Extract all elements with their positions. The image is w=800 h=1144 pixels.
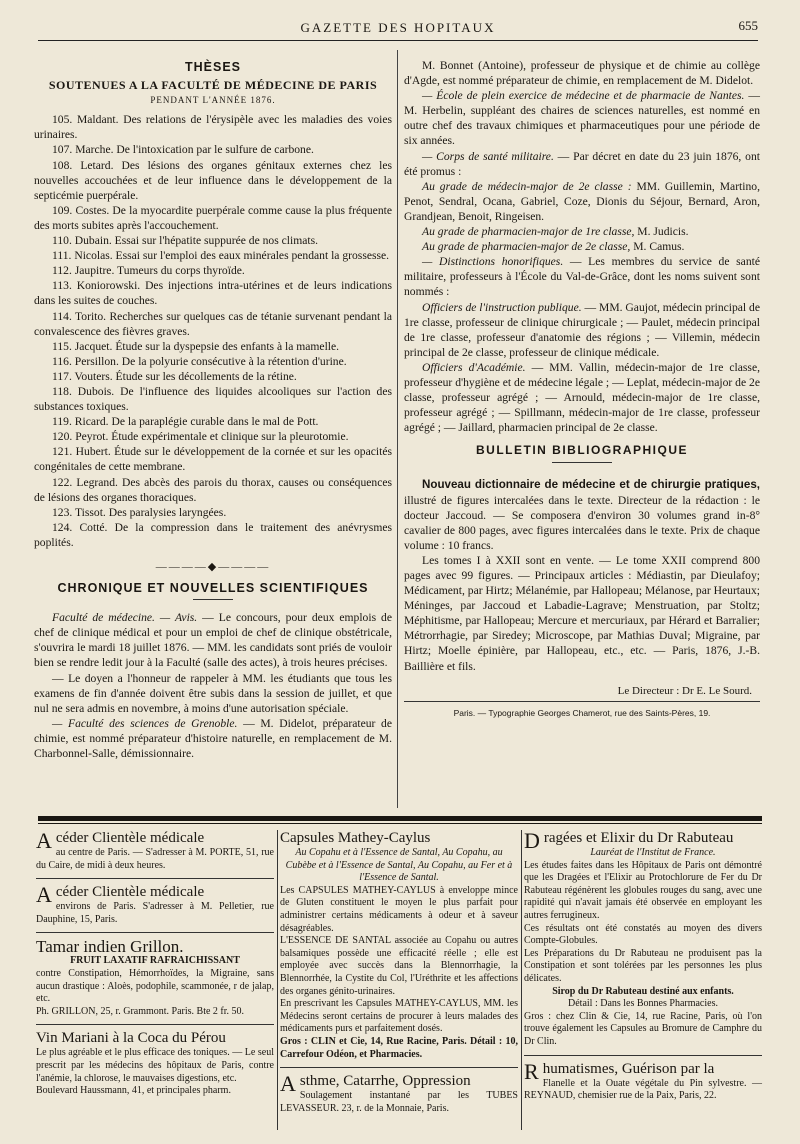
ad-divider: [280, 1067, 518, 1068]
news-text: — Les membres du service de santé militaire, professeurs à l'École du Val-de-Grâce, dont les noms suivent sont nommés :: [404, 255, 760, 299]
thesis-item: 111. Nicolas. Essai sur l'emploi des eaux minérales pendant la grossesse.: [52, 249, 390, 263]
ad-title: ragées et Elixir du Dr Rabuteau: [543, 830, 734, 846]
ads-separator-thick: [38, 816, 762, 821]
right-column: [404, 58, 760, 721]
page-header: [38, 18, 758, 41]
news-lead: Officiers de l'instruction publique.: [422, 300, 582, 314]
thesis-item: 109. Costes. De la myocardite puerpérale comme cause la plus fréquente des morts subites après l'accouchement.: [34, 203, 392, 232]
thesis-item: 122. Legrand. Des abcès des parois du thorax, causes ou conséquences de lésions des organes thoraciques.: [34, 475, 392, 504]
chronique-text: — Le concours, pour deux emplois de chef de clinique médical et pour un emploi de chef de clinique obstétricale, s'ouvrira le mardi 18 juillet 1876. — MM. les candidats sont priés de vouloir bien se rendre ledit jour à la Faculté (salle des actes), à trois heures précises.: [34, 611, 392, 670]
ad-text: L'ESSENCE DE SANTAL associée au Copahu ou autres balsamiques possède une efficacité réelle ; elle est employée avec succès dans la Blennorrhagie, la Blennorrhée, la Cystite du Col, l'Uréthrite et les affections des organes génito-urinaires.: [280, 935, 518, 997]
ad-text: contre Constipation, Hémorrhoïdes, la Migraine, sans aucun drastique : Aloès, podophile, scammonée, r de jalap, etc.: [36, 967, 274, 1005]
ad-text: au centre de Paris. — S'adresser à M. PORTE, 51, rue du Caire, de midi à deux heures.: [36, 847, 274, 871]
journal-title: GAZETTE DES HOPITAUX: [300, 20, 496, 35]
ads-separator-thin: [38, 823, 762, 824]
news-paragraph: [404, 239, 760, 254]
thesis-item: 105. Maldant. Des relations de l'érysipèle avec les maladies des voies urinaires.: [34, 113, 392, 142]
ad-subtitle: FRUIT LAXATIF RAFRAICHISSANT: [70, 955, 240, 967]
section-ornament: ————◆————: [155, 561, 271, 573]
ads-column-2: [280, 830, 518, 1130]
ad-title: Tamar indien Grillon.: [36, 937, 184, 957]
ad-title: Capsules Mathey-Caylus: [280, 830, 431, 846]
left-column: [34, 58, 392, 761]
theses-title: THÈSES: [184, 60, 241, 74]
column-divider: [397, 50, 398, 808]
thesis-item: 110. Dubain. Essai sur l'hépatite suppurée de nos climats.: [52, 234, 319, 248]
ad-asthme-levasseur: [280, 1073, 518, 1115]
ad-subtitle: Au Copahu et à l'Essence de Santal, Au Copahu, au Cubèbe et à l'Essence de Santal, Au Copahu, au Fer et à l'Essence de Santal.: [285, 847, 513, 884]
thesis-item: 118. Dubois. De l'influence des liquides alcooliques sur l'action des substances toxiques.: [34, 384, 392, 414]
chronique-lead: — Faculté des sciences de Grenoble.: [52, 716, 238, 730]
drop-cap: A: [36, 882, 52, 908]
theses-subtitle-year: PENDANT L'ANNÉE 1876.: [150, 95, 276, 106]
ad-text: Les Préparations du Dr Rabuteau ne produisent pas la Constipation et sont tolérées par les personnes les plus délicates.: [524, 947, 762, 984]
bulletin-book-title: Nouveau dictionnaire de médecine et de chirurgie pratiques,: [422, 478, 760, 492]
ad-text: Détail : Dans les Bonnes Pharmacies.: [568, 998, 718, 1010]
ad-clientele-environs: [36, 884, 274, 926]
news-text: — M. Herbelin, suppléant des chaires de sciences naturelles, est nommé en outre chef des travaux chimiques et pharmaceutiques pour une période de six années.: [404, 89, 760, 148]
printer-line: Paris. — Typographie Georges Chamerot, rue des Saints-Pères, 19.: [453, 707, 711, 718]
ad-text: En prescrivant les Capsules MATHEY-CAYLUS, MM. les Médecins seront certains de procurer à leurs malades des médicaments purs et parfaitement dosés.: [280, 998, 518, 1035]
chronique-text: — M. Didelot, préparateur de chimie, est nommé préparateur d'histoire naturelle, en remplacement de M. Charbonnel-Salle, démissionnaire.: [34, 716, 392, 761]
ad-text: Soulagement instantané par les TUBES LEVASSEUR. 23, r. de la Monnaie, Paris.: [280, 1090, 518, 1114]
ad-divider: [524, 1055, 762, 1056]
news-lead: — Distinctions honorifiques.: [422, 255, 564, 269]
ad-divider: [36, 1024, 274, 1025]
ad-text: Ces résultats ont été constatés au moyen des divers Compte-Globules.: [524, 922, 762, 947]
bulletin-paragraph: [404, 477, 760, 552]
ads-column-divider: [277, 830, 278, 1130]
news-lead: Au grade de pharmacien-major de 2e classe,: [422, 240, 631, 254]
page-number: 655: [738, 18, 758, 33]
ad-rhumatismes-reynaud: [524, 1058, 762, 1103]
ad-text: Les CAPSULES MATHEY-CAYLUS à enveloppe mince de Gluten constituent le moyen le plus parfait pour administrer certains médicaments à odeur et à saveur désagréables.: [280, 884, 518, 934]
news-paragraph: [404, 179, 760, 224]
bulletin-text: illustré de figures intercalées dans le texte. Directeur de la rédaction : le docteur Jaccoud. — Se composera d'environ 30 volumes grand in-8° cavalier de 800 pages, avec figures intercalées dans le texte. Prix de chaque volume : 10 francs.: [404, 493, 760, 552]
ads-column-divider: [521, 830, 522, 1130]
ad-dragees-rabuteau: [524, 830, 762, 1049]
ad-divider: [36, 932, 274, 933]
ad-capsules-mathey-caylus: [280, 830, 518, 1061]
news-paragraph: [404, 88, 760, 148]
ad-address: Boulevard Haussmann, 41, et principales pharm.: [36, 1085, 231, 1097]
printer-rule: [404, 701, 760, 702]
news-text: — MM. Gaujot, médecin principal de 1re classe, professeur de clinique chirurgicale ; — Paulet, médecin principal de 1re classe, professeur d'anatomie des régions ; — Villemin, médecin principal de 2e classe, professeur de clinique médicale.: [404, 300, 760, 359]
news-paragraph: M. Bonnet (Antoine), professeur de physique et de chimie au collège d'Agde, est nommé préparateur de chimie, en remplacement de M. Didelot.: [404, 59, 760, 88]
thesis-item: 116. Persillon. De la polyurie consécutive à la rétention d'urine.: [52, 354, 347, 368]
ad-text: environs de Paris. S'adresser à M. Pelletier, rue Dauphine, 15, Paris.: [36, 901, 274, 925]
drop-cap: A: [280, 1071, 296, 1097]
news-paragraph: [404, 300, 760, 360]
thesis-item: 112. Jaupitre. Tumeurs du corps thyroïde.: [52, 264, 245, 278]
news-lead: — École de plein exercice de médecine et de pharmacie de Nantes.: [422, 89, 745, 103]
ad-address: Gros : chez Clin & Cie, 14, rue Racine, Paris, où l'on trouve également les Capsules au Bromure de Camphre du Dr Clin.: [524, 1010, 762, 1047]
bulletin-paragraph: Les tomes I à XXII sont en vente. — Le tome XXII comprend 800 pages avec 99 figures. — Principaux articles : Médiastin, par Dieulafoy; Médicament, par Hirtz; Mélanémie, par Hallopeau; Mélanose, par Heurtaux; Méninges, par Jaccoud et Labadie-Lagrave; Menstruation, par Stoltz; Méphitisme, par Hallopeau; Mercure et mercuriaux, par Hérard et Barralier; Métrorrhagie, par Siredey; Microscope, par Mathias Duval; Migraine, par Hirtz; Moelle épinière, par Hallopeau, etc., etc. — Paris, 1876, J.-B. Baillière et fils.: [404, 553, 760, 673]
ad-clientele-paris: [36, 830, 274, 872]
news-paragraph: [404, 224, 760, 239]
thesis-item: 115. Jacquet. Étude sur la dyspepsie des enfants à la mamelle.: [52, 339, 340, 353]
ad-title: Vin Mariani à la Coca du Pérou: [36, 1030, 226, 1047]
chronique-lead: Faculté de médecine. — Avis.: [52, 611, 198, 625]
news-paragraph: [404, 254, 760, 299]
news-lead: — Corps de santé militaire.: [422, 149, 554, 163]
thesis-item: 113. Koniorowski. Des injections intra-utérines et de leurs indications dans les suites de couches.: [34, 279, 392, 308]
chronique-paragraph: — Le doyen a l'honneur de rappeler à MM. les étudiants que tous les examens de fin d'année doivent être subis dans la session de juillet, et que nul ne sera admis en novembre, à moins d'une autorisation spéciale.: [34, 671, 392, 715]
thesis-item: 121. Hubert. Étude sur le développement de la cornée et sur les opacités congénitales de cette membrane.: [34, 445, 392, 474]
drop-cap: D: [524, 828, 540, 853]
news-paragraph: [404, 149, 760, 179]
ad-address: Gros : CLIN et Cie, 14, Rue Racine, Paris. Détail : 10, Carrefour Odéon, et Pharmacies.: [280, 1035, 518, 1060]
ad-text: Flanelle et la Ouate végétale du Pin sylvestre. — REYNAUD, chemisier rue de la Paix, Paris, 22.: [524, 1077, 762, 1102]
thesis-item: 108. Letard. Des lésions des organes génitaux externes chez les nouvelles accouchées et de leur influence dans le développement de la septicémie puerpérale.: [34, 158, 392, 202]
ad-tamar-grillon: [36, 938, 274, 1018]
ad-subtitle: Lauréat de l'Institut de France.: [590, 847, 716, 858]
theses-subtitle: SOUTENUES A LA FACULTÉ DE MÉDECINE DE PARIS: [48, 78, 378, 93]
news-text: MM. Guillemin, Martino, Penot, Sendral, Ocana, Gabriel, Coze, Dionis du Séjour, Bernard, Aron, Grandjean, Benoit, Ringeisen.: [404, 179, 760, 223]
director-signature: Le Directeur : Dr E. Le Sourd.: [617, 684, 752, 697]
ad-title: sthme, Catarrhe, Oppression: [299, 1073, 471, 1090]
title-rule: [193, 599, 233, 600]
thesis-item: 120. Peyrot. Étude expérimentale et clinique sur la pleurotomie.: [52, 430, 349, 444]
ad-text: Sirop du Dr Rabuteau destiné aux enfants.: [552, 985, 734, 997]
news-text: M. Camus.: [630, 240, 685, 254]
ad-text: Le plus agréable et le plus efficace des toniques. — Le seul prescrit par les médecins des hôpitaux de Paris, contre l'anémie, la chlorose, le mauvaises digestions, etc.: [36, 1047, 274, 1084]
ad-title: céder Clientèle médicale: [55, 830, 205, 846]
ad-title: céder Clientèle médicale: [55, 884, 205, 901]
chronique-title: CHRONIQUE ET NOUVELLES SCIENTIFIQUES: [57, 581, 369, 596]
thesis-item: 119. Ricard. De la paraplégie curable dans le mal de Pott.: [52, 415, 319, 429]
news-text: — MM. Vallin, médecin-major de 1re classe, professeur d'hygiène et de médecine légale ; — Leplat, médecin-major de 2e classe, professeur agrégé ; — Arnould, médecin-major de 1re classe, professeur agrégé ; — Spillmann, médecin-major de 1re classe, professeur agrégé ; — Jaillard, pharmacien principal de 2e classe.: [404, 360, 760, 435]
thesis-item: 107. Marche. De l'intoxication par le sulfure de carbone.: [52, 143, 314, 157]
ad-text: Les études faites dans les Hôpitaux de Paris ont démontré que les Dragées et l'Elixir au Protochlorure de Fer du Dr Rabuteau régénèrent les globules rouges du sang, avec une rapidité qui n'avait jamais été observée en employant les autres ferrugineux.: [524, 859, 762, 921]
news-paragraph: [404, 360, 760, 435]
bulletin-title: BULLETIN BIBLIOGRAPHIQUE: [476, 443, 688, 458]
ad-title: humatismes, Guérison par la: [542, 1060, 715, 1077]
drop-cap: A: [36, 828, 52, 853]
news-text: M. Judicis.: [634, 225, 689, 239]
theses-list: [34, 112, 392, 550]
drop-cap: R: [524, 1058, 539, 1084]
ad-address: Ph. GRILLON, 25, r. Grammont. Paris. Bte 2 fr. 50.: [36, 1005, 245, 1017]
thesis-item: 114. Torito. Recherches sur quelques cas de tétanie survenant pendant la convalescence des fièvres graves.: [34, 309, 392, 338]
news-lead: Au grade de médecin-major de 2e classe :: [422, 179, 632, 193]
ads-column-3: [524, 830, 762, 1130]
news-lead: Officiers d'Académie.: [422, 360, 526, 374]
ads-column-1: [36, 830, 274, 1130]
thesis-item: 117. Vouters. Étude sur les décollements de la rétine.: [52, 369, 297, 383]
thesis-item: 124. Cotté. De la compression dans le traitement des anévrysmes poplités.: [34, 520, 392, 549]
chronique-paragraph: [34, 716, 392, 761]
chronique-paragraph: [34, 610, 392, 670]
ad-vin-mariani: [36, 1030, 274, 1097]
news-lead: Au grade de pharmacien-major de 1re classe,: [422, 225, 635, 239]
title-rule: [552, 462, 612, 463]
thesis-item: 123. Tissot. Des paralysies laryngées.: [52, 505, 227, 519]
ad-divider: [36, 878, 274, 879]
news-text: — Par décret en date du 23 juin 1876, ont été promus :: [404, 149, 760, 178]
